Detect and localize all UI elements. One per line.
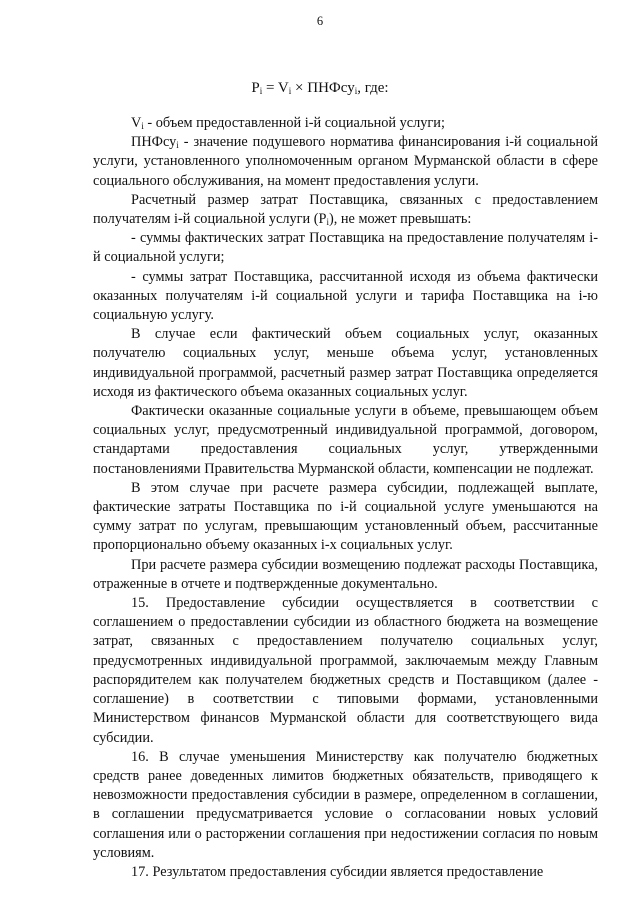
paragraph: В этом случае при расчете размера субсидии, подлежащей выплате, фактические затраты Поставщика по i-й социальной услуге уменьшаются на сумму затрат по услугам, превышающим установленный объем, рассчитанные пропорционально объему оказанных i-х социальных услуг. [93, 479, 598, 554]
paragraph: ПНФсу$_i$ - значение подушевого норматива финансирования i-й социальной услуги, установленного уполномоченным органом Мурманской области в сфере социального обслуживания, на момент предоставления услуги. [93, 134, 598, 189]
paragraph: 17. Результатом предоставления субсидии является предоставление [131, 863, 544, 880]
paragraph: В случае если фактический объем социальных услуг, оказанных получателю социальных услуг, меньше объема услуг, установленных индивидуальной программой, расчетный размер затрат Поставщика определяется исходя из фактического объема оказанных социальных услуг. [93, 326, 598, 400]
paragraph: 15. Предоставление субсидии осуществляется в соответствии с соглашением о предоставлении субсидии из областного бюджета на возмещение затрат, связанных с предоставлением получателю социальных услуг, предусмотренных индивидуальной программой, заключаемым между Главным распорядителем как получателем бюджетных средств и Поставщиком (далее - соглашение) в соответствии с типовыми формами, установленными Министерством финансов Мурманской области для соответствующего вида субсидии. [93, 595, 598, 746]
paragraph: При расчете размера субсидии возмещению подлежат расходы Поставщика, отраженные в отчете и подтвержденные документально. [93, 556, 598, 592]
page-number: 6 [316, 14, 324, 28]
paragraph: - суммы затрат Поставщика, рассчитанной исходя из объема фактически оказанных получателям i-й социальной услуги и тарифа Поставщика на i-ю социальную услугу. [93, 268, 598, 324]
paragraph: Расчетный размер затрат Поставщика, связанных с предоставлением получателям i-й социальной услуги $(P_i)$, не может превышать: [93, 191, 598, 228]
paragraph: Фактически оказанные социальные услуги в объеме, превышающем объем социальных услуг, предусмотренный индивидуальной программой, договором, стандартами предоставления социальных услуг, утвержденными постановлениями Правительства Мурманской области, компенсации не подлежат. [93, 403, 598, 477]
paragraph: - суммы фактических затрат Поставщика на предоставление получателям i-й социальной услуги; [93, 230, 598, 266]
body-text [93, 114, 598, 882]
paragraph: 16. В случае уменьшения Министерству как получателю бюджетных средств ранее доведенных лимитов бюджетных обязательств, приводящего к невозможности предоставления субсидии в размере, определенном в соглашении, в соглашении предусматривается условие о согласовании новых условий соглашения или о расторжении соглашения при недостижении согласия по новым условиям. [93, 748, 598, 861]
formula: $P_i = V_i$ × ПНФсу$_i$, где: [251, 80, 389, 96]
paragraph: $V_i$ - объем предоставленной i-й социальной услуги; [131, 115, 445, 131]
